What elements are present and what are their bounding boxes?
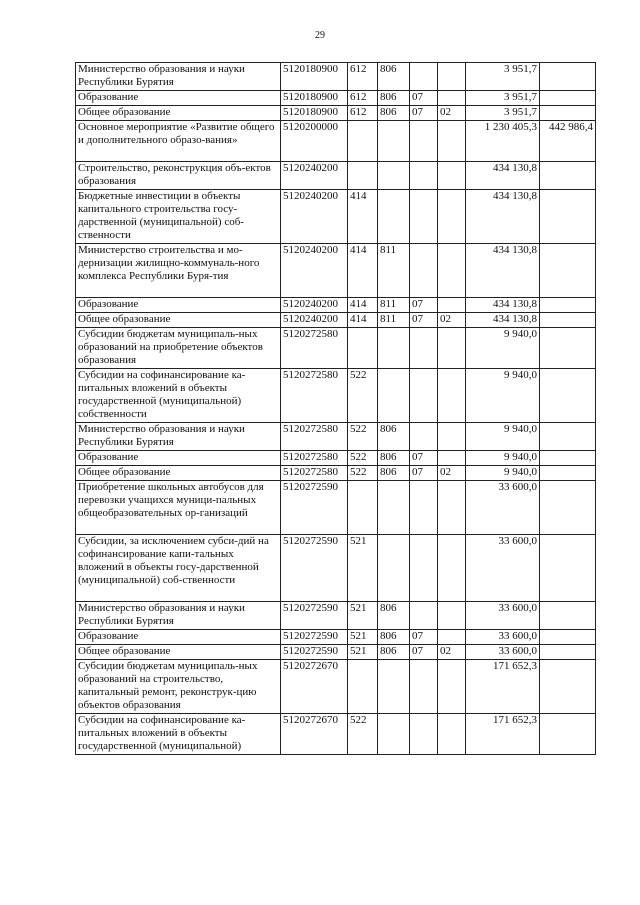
amount-cell: 1 230 405,3 [466, 121, 540, 162]
section-code-cell: 07 [410, 91, 438, 106]
item-name-cell: Общее образование [76, 645, 281, 660]
expense-type-code-cell [348, 121, 378, 162]
ministry-code-cell [378, 328, 410, 369]
expense-type-code-cell: 612 [348, 63, 378, 91]
item-name-cell: Образование [76, 630, 281, 645]
ministry-code-cell [378, 714, 410, 755]
ministry-code-cell: 811 [378, 298, 410, 313]
amount-cell: 9 940,0 [466, 451, 540, 466]
section-code-cell [410, 481, 438, 535]
page-number: 29 [315, 30, 325, 41]
amount-cell: 9 940,0 [466, 466, 540, 481]
amount-extra-cell [540, 535, 596, 602]
subsection-code-cell [438, 190, 466, 244]
table-row [76, 481, 596, 535]
expense-type-code-cell: 414 [348, 298, 378, 313]
item-name-cell: Общее образование [76, 106, 281, 121]
item-name-cell: Основное мероприятие «Развитие общего и дополнительного образо-вания» [76, 121, 281, 162]
subsection-code-cell [438, 63, 466, 91]
target-article-code-cell: 5120272670 [281, 714, 348, 755]
expense-type-code-cell [348, 328, 378, 369]
section-code-cell [410, 190, 438, 244]
ministry-code-cell [378, 190, 410, 244]
amount-extra-cell [540, 602, 596, 630]
amount-extra-cell [540, 481, 596, 535]
item-name-cell: Министерство образования и науки Республики Бурятия [76, 423, 281, 451]
table-row [76, 190, 596, 244]
ministry-code-cell [378, 162, 410, 190]
section-code-cell [410, 328, 438, 369]
target-article-code-cell: 5120272670 [281, 660, 348, 714]
subsection-code-cell [438, 162, 466, 190]
item-name-cell: Образование [76, 91, 281, 106]
section-code-cell [410, 602, 438, 630]
expense-type-code-cell: 522 [348, 423, 378, 451]
subsection-code-cell [438, 328, 466, 369]
item-name-cell: Общее образование [76, 466, 281, 481]
target-article-code-cell: 5120272580 [281, 369, 348, 423]
section-code-cell: 07 [410, 466, 438, 481]
table-row [76, 63, 596, 91]
section-code-cell: 07 [410, 645, 438, 660]
amount-cell: 434 130,8 [466, 190, 540, 244]
expense-type-code-cell: 521 [348, 645, 378, 660]
ministry-code-cell: 806 [378, 63, 410, 91]
subsection-code-cell: 02 [438, 106, 466, 121]
table-row [76, 535, 596, 602]
target-article-code-cell: 5120272590 [281, 645, 348, 660]
amount-cell: 9 940,0 [466, 423, 540, 451]
table-row [76, 313, 596, 328]
section-code-cell [410, 423, 438, 451]
table-row [76, 369, 596, 423]
section-code-cell [410, 369, 438, 423]
amount-cell: 33 600,0 [466, 535, 540, 602]
table-row [76, 423, 596, 451]
expense-type-code-cell: 521 [348, 602, 378, 630]
amount-cell: 33 600,0 [466, 481, 540, 535]
amount-extra-cell [540, 106, 596, 121]
amount-cell: 33 600,0 [466, 645, 540, 660]
expense-type-code-cell [348, 660, 378, 714]
expense-type-code-cell [348, 162, 378, 190]
subsection-code-cell [438, 121, 466, 162]
amount-extra-cell [540, 190, 596, 244]
target-article-code-cell: 5120180900 [281, 106, 348, 121]
subsection-code-cell: 02 [438, 645, 466, 660]
amount-extra-cell [540, 451, 596, 466]
amount-extra-cell [540, 423, 596, 451]
item-name-cell: Субсидии на софинансирование ка-питальных вложений в объекты государственной (муниципальной) собственности [76, 369, 281, 423]
section-code-cell: 07 [410, 313, 438, 328]
expense-type-code-cell: 414 [348, 190, 378, 244]
target-article-code-cell: 5120200000 [281, 121, 348, 162]
subsection-code-cell [438, 630, 466, 645]
expense-type-code-cell: 612 [348, 91, 378, 106]
target-article-code-cell: 5120240200 [281, 190, 348, 244]
table-row [76, 244, 596, 298]
ministry-code-cell: 806 [378, 91, 410, 106]
table-row [76, 602, 596, 630]
section-code-cell [410, 244, 438, 298]
ministry-code-cell: 806 [378, 451, 410, 466]
table-row [76, 106, 596, 121]
ministry-code-cell [378, 660, 410, 714]
section-code-cell [410, 162, 438, 190]
expense-type-code-cell: 522 [348, 451, 378, 466]
table-row [76, 298, 596, 313]
amount-extra-cell [540, 660, 596, 714]
subsection-code-cell [438, 244, 466, 298]
ministry-code-cell [378, 121, 410, 162]
amount-extra-cell [540, 466, 596, 481]
amount-extra-cell [540, 244, 596, 298]
section-code-cell: 07 [410, 106, 438, 121]
amount-extra-cell: 442 986,4 [540, 121, 596, 162]
target-article-code-cell: 5120180900 [281, 91, 348, 106]
section-code-cell: 07 [410, 630, 438, 645]
target-article-code-cell: 5120240200 [281, 298, 348, 313]
expense-type-code-cell: 521 [348, 630, 378, 645]
item-name-cell: Общее образование [76, 313, 281, 328]
subsection-code-cell: 02 [438, 313, 466, 328]
budget-table [75, 62, 596, 755]
amount-cell: 3 951,7 [466, 106, 540, 121]
table-row [76, 91, 596, 106]
amount-cell: 9 940,0 [466, 369, 540, 423]
subsection-code-cell [438, 535, 466, 602]
amount-extra-cell [540, 714, 596, 755]
subsection-code-cell [438, 660, 466, 714]
amount-cell: 434 130,8 [466, 313, 540, 328]
item-name-cell: Субсидии, за исключением субси-дий на софинансирование капи-тальных вложений в объекты госу-дарственной (муниципальной) соб-ственности [76, 535, 281, 602]
subsection-code-cell: 02 [438, 466, 466, 481]
target-article-code-cell: 5120272580 [281, 328, 348, 369]
subsection-code-cell [438, 91, 466, 106]
target-article-code-cell: 5120240200 [281, 162, 348, 190]
ministry-code-cell: 811 [378, 244, 410, 298]
ministry-code-cell [378, 535, 410, 602]
item-name-cell: Министерство образования и науки Республики Бурятия [76, 602, 281, 630]
item-name-cell: Субсидии бюджетам муниципаль-ных образований на приобретение объектов образования [76, 328, 281, 369]
budget-table-body [76, 63, 596, 755]
expense-type-code-cell: 521 [348, 535, 378, 602]
subsection-code-cell [438, 714, 466, 755]
target-article-code-cell: 5120272580 [281, 423, 348, 451]
subsection-code-cell [438, 451, 466, 466]
ministry-code-cell: 806 [378, 602, 410, 630]
amount-cell: 33 600,0 [466, 602, 540, 630]
target-article-code-cell: 5120180900 [281, 63, 348, 91]
target-article-code-cell: 5120272580 [281, 451, 348, 466]
ministry-code-cell: 806 [378, 645, 410, 660]
item-name-cell: Субсидии бюджетам муниципаль-ных образований на строительство, капитальный ремонт, реконструк-цию объектов образования [76, 660, 281, 714]
ministry-code-cell: 806 [378, 466, 410, 481]
expense-type-code-cell: 414 [348, 313, 378, 328]
amount-cell: 434 130,8 [466, 244, 540, 298]
section-code-cell [410, 714, 438, 755]
target-article-code-cell: 5120272590 [281, 630, 348, 645]
expense-type-code-cell [348, 481, 378, 535]
section-code-cell [410, 63, 438, 91]
item-name-cell: Министерство образования и науки Республики Бурятия [76, 63, 281, 91]
table-row [76, 162, 596, 190]
amount-extra-cell [540, 313, 596, 328]
item-name-cell: Образование [76, 451, 281, 466]
amount-extra-cell [540, 328, 596, 369]
table-row [76, 121, 596, 162]
ministry-code-cell: 806 [378, 423, 410, 451]
expense-type-code-cell: 414 [348, 244, 378, 298]
expense-type-code-cell: 612 [348, 106, 378, 121]
amount-cell: 171 652,3 [466, 714, 540, 755]
table-row [76, 630, 596, 645]
section-code-cell [410, 121, 438, 162]
target-article-code-cell: 5120272590 [281, 535, 348, 602]
table-row [76, 714, 596, 755]
section-code-cell [410, 535, 438, 602]
table-row [76, 451, 596, 466]
ministry-code-cell: 811 [378, 313, 410, 328]
subsection-code-cell [438, 423, 466, 451]
amount-cell: 33 600,0 [466, 630, 540, 645]
amount-extra-cell [540, 162, 596, 190]
ministry-code-cell [378, 481, 410, 535]
target-article-code-cell: 5120240200 [281, 313, 348, 328]
ministry-code-cell [378, 369, 410, 423]
amount-cell: 9 940,0 [466, 328, 540, 369]
table-row [76, 645, 596, 660]
target-article-code-cell: 5120240200 [281, 244, 348, 298]
amount-extra-cell [540, 645, 596, 660]
amount-extra-cell [540, 91, 596, 106]
subsection-code-cell [438, 481, 466, 535]
item-name-cell: Бюджетные инвестиции в объекты капитального строительства госу-дарственной (муниципальной) соб-ственности [76, 190, 281, 244]
expense-type-code-cell: 522 [348, 369, 378, 423]
ministry-code-cell: 806 [378, 106, 410, 121]
section-code-cell: 07 [410, 298, 438, 313]
expense-type-code-cell: 522 [348, 714, 378, 755]
item-name-cell: Образование [76, 298, 281, 313]
amount-cell: 434 130,8 [466, 298, 540, 313]
table-row [76, 660, 596, 714]
subsection-code-cell [438, 369, 466, 423]
amount-extra-cell [540, 630, 596, 645]
amount-cell: 434 130,8 [466, 162, 540, 190]
expense-type-code-cell: 522 [348, 466, 378, 481]
item-name-cell: Приобретение школьных автобусов для перевозки учащихся муници-пальных общеобразовательных ор-ганизаций [76, 481, 281, 535]
item-name-cell: Министерство строительства и мо-дернизации жилищно-коммуналь-ного комплекса Республики Буря-тия [76, 244, 281, 298]
item-name-cell: Субсидии на софинансирование ка-питальных вложений в объекты государственной (муниципальной) [76, 714, 281, 755]
amount-extra-cell [540, 369, 596, 423]
amount-extra-cell [540, 63, 596, 91]
table-row [76, 466, 596, 481]
amount-cell: 3 951,7 [466, 91, 540, 106]
ministry-code-cell: 806 [378, 630, 410, 645]
amount-cell: 171 652,3 [466, 660, 540, 714]
item-name-cell: Строительство, реконструкция объ-ектов образования [76, 162, 281, 190]
target-article-code-cell: 5120272590 [281, 602, 348, 630]
subsection-code-cell [438, 602, 466, 630]
amount-cell: 3 951,7 [466, 63, 540, 91]
section-code-cell: 07 [410, 451, 438, 466]
amount-extra-cell [540, 298, 596, 313]
subsection-code-cell [438, 298, 466, 313]
target-article-code-cell: 5120272590 [281, 481, 348, 535]
section-code-cell [410, 660, 438, 714]
table-row [76, 328, 596, 369]
target-article-code-cell: 5120272580 [281, 466, 348, 481]
